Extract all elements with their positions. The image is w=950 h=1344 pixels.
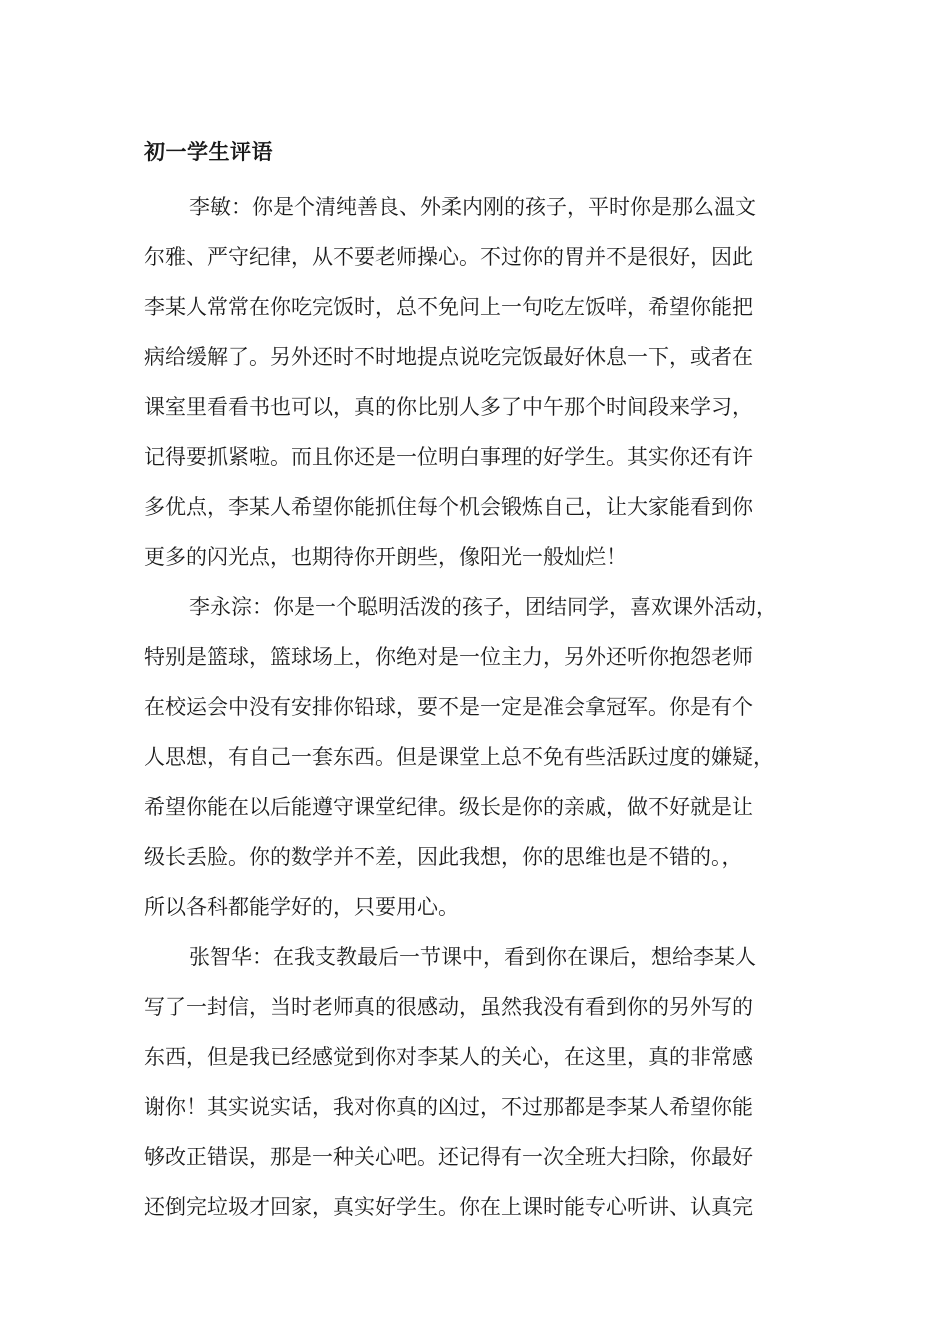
paragraph-line: 够改正错误，那是一种关心吧。还记得有一次全班大扫除，你最好 (144, 1145, 753, 1169)
paragraph-line: 张智华：在我支教最后一节课中，看到你在课后，想给李某人 (189, 945, 756, 969)
paragraph-line: 李永淙：你是一个聪明活泼的孩子，团结同学，喜欢课外活动， (189, 595, 777, 619)
paragraph-line: 级长丢脸。你的数学并不差，因此我想，你的思维也是不错的。， (144, 845, 743, 869)
paragraph-line: 课室里看看书也可以，真的你比别人多了中午那个时间段来学习， (144, 395, 753, 419)
paragraph-line: 李敏：你是个清纯善良、外柔内刚的孩子，平时你是那么温文 (189, 195, 756, 219)
paragraph-line: 谢你！其实说实话，我对你真的凶过，不过那都是李某人希望你能 (144, 1095, 753, 1119)
paragraph-line: 写了一封信，当时老师真的很感动，虽然我没有看到你的另外写的 (144, 995, 753, 1019)
paragraph-line: 所以各科都能学好的，只要用心。 (144, 895, 459, 919)
paragraph-line: 多优点，李某人希望你能抓住每个机会锻炼自己，让大家能看到你 (144, 495, 753, 519)
paragraph-line: 李某人常常在你吃完饭时，总不免问上一句吃左饭咩，希望你能把 (144, 295, 753, 319)
paragraph-line: 更多的闪光点，也期待你开朗些，像阳光一般灿烂！ (144, 545, 627, 569)
document-title: 初一学生评语 (144, 140, 273, 164)
paragraph-line: 记得要抓紧啦。而且你还是一位明白事理的好学生。其实你还有许 (144, 445, 753, 469)
document-body (144, 182, 808, 1232)
paragraph-line: 病给缓解了。另外还时不时地提点说吃完饭最好休息一下，或者在 (144, 345, 753, 369)
paragraph-li-yongcong (144, 582, 808, 932)
paragraph-zhang-zhihua (144, 932, 808, 1232)
paragraph-line: 东西，但是我已经感觉到你对李某人的关心，在这里，真的非常感 (144, 1045, 753, 1069)
paragraph-line: 还倒完垃圾才回家，真实好学生。你在上课时能专心听讲、认真完 (144, 1195, 753, 1219)
paragraph-line: 特别是篮球，篮球场上，你绝对是一位主力，另外还听你抱怨老师 (144, 645, 753, 669)
paragraph-line: 人思想，有自己一套东西。但是课堂上总不免有些活跃过度的嫌疑， (144, 745, 774, 769)
paragraph-line: 在校运会中没有安排你铅球，要不是一定是准会拿冠军。你是有个 (144, 695, 753, 719)
paragraph-line: 希望你能在以后能遵守课堂纪律。级长是你的亲戚，做不好就是让 (144, 795, 753, 819)
paragraph-li-min (144, 182, 808, 582)
paragraph-line: 尔雅、严守纪律，从不要老师操心。不过你的胃并不是很好，因此 (144, 245, 753, 269)
